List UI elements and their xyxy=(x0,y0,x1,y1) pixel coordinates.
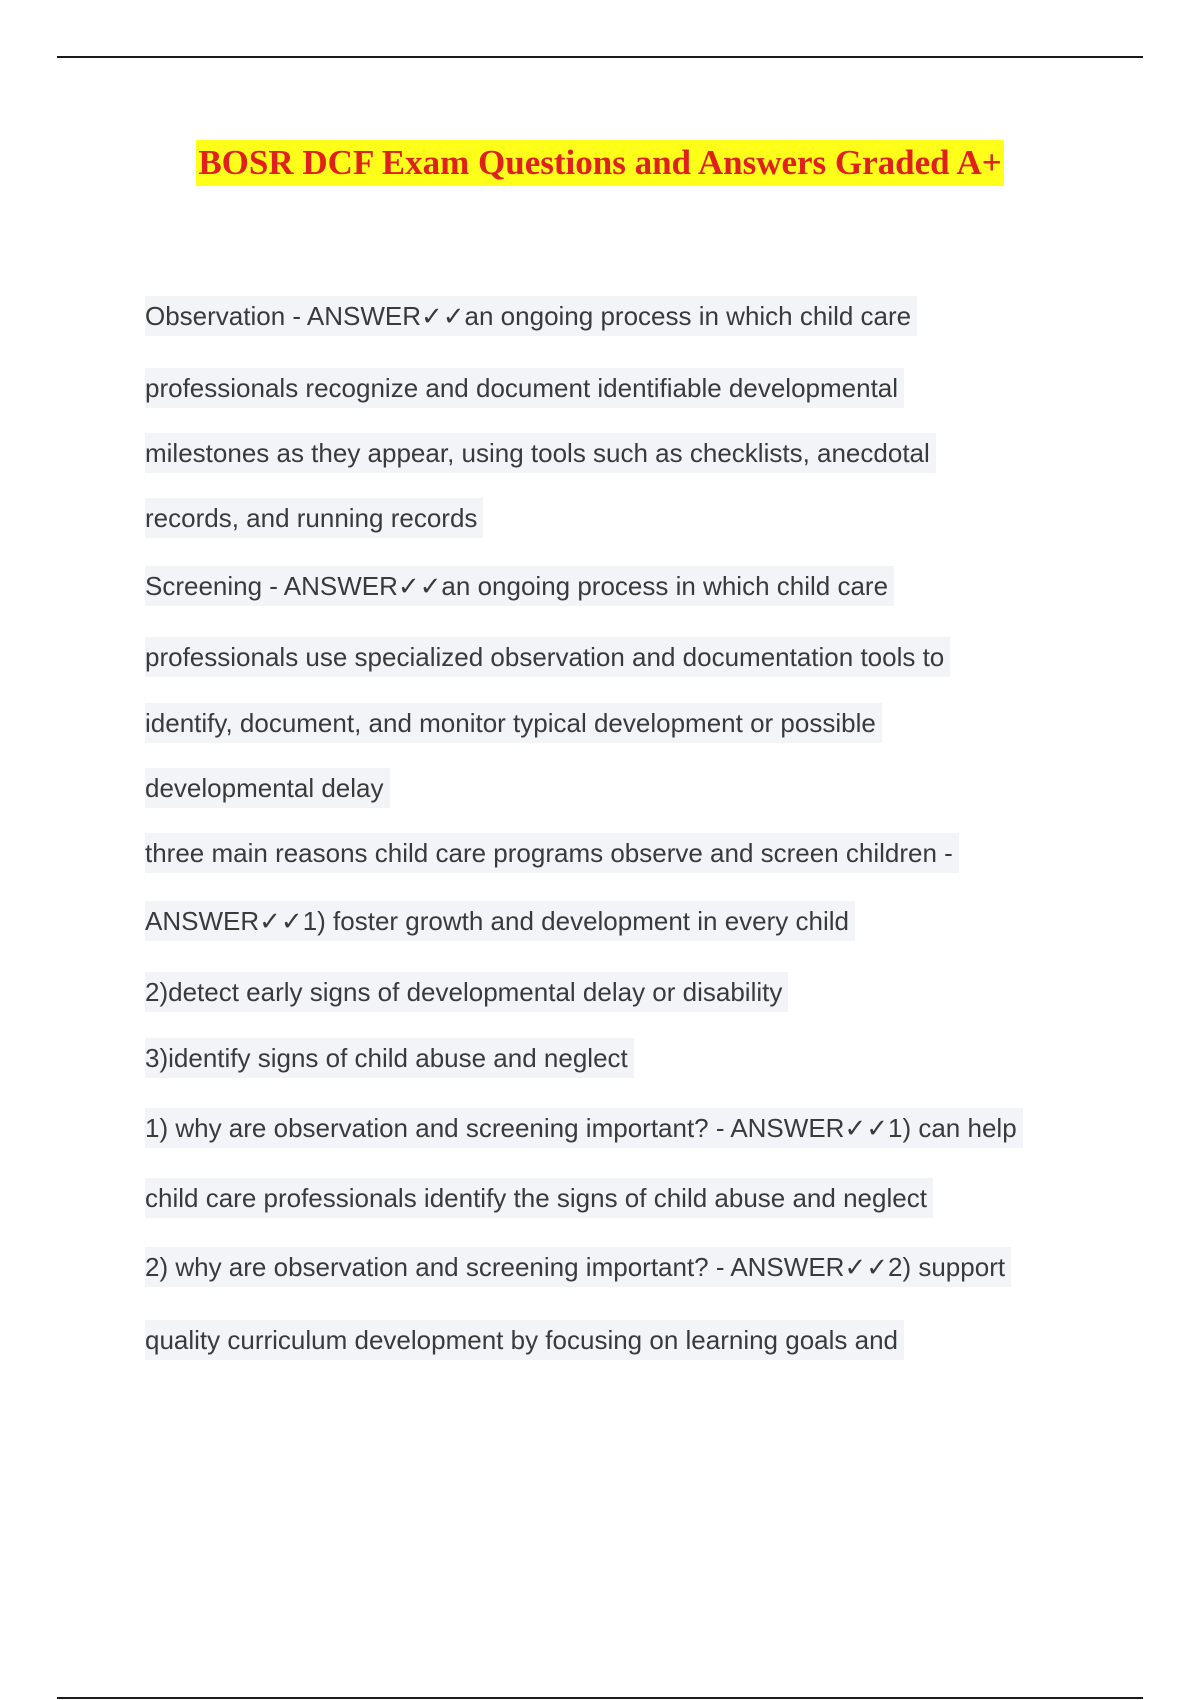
title-container xyxy=(0,140,1200,186)
text-line: Observation - ANSWER✓✓an ongoing process in which child care xyxy=(145,296,917,336)
text-line: ANSWER✓✓1) foster growth and development in every child xyxy=(145,901,855,941)
text-line: identify, document, and monitor typical development or possible xyxy=(145,703,882,743)
text-line: Screening - ANSWER✓✓an ongoing process in which child care xyxy=(145,566,894,606)
text-line: professionals use specialized observation and documentation tools to xyxy=(145,637,950,677)
text-line: records, and running records xyxy=(145,498,483,538)
bottom-rule xyxy=(57,1697,1143,1699)
text-line: 3)identify signs of child abuse and neglect xyxy=(145,1038,634,1078)
text-line: milestones as they appear, using tools such as checklists, anecdotal xyxy=(145,433,936,473)
text-line: quality curriculum development by focusing on learning goals and xyxy=(145,1320,904,1360)
text-line: 1) why are observation and screening important? - ANSWER✓✓1) can help xyxy=(145,1108,1023,1148)
text-line: three main reasons child care programs observe and screen children - xyxy=(145,833,959,873)
text-line: 2) why are observation and screening important? - ANSWER✓✓2) support xyxy=(145,1247,1011,1287)
top-rule xyxy=(57,56,1143,58)
text-line: 2)detect early signs of developmental delay or disability xyxy=(145,972,788,1012)
text-line: child care professionals identify the signs of child abuse and neglect xyxy=(145,1178,933,1218)
text-line: professionals recognize and document identifiable developmental xyxy=(145,368,904,408)
document-title: BOSR DCF Exam Questions and Answers Graded A+ xyxy=(196,140,1003,186)
text-line: developmental delay xyxy=(145,768,390,808)
